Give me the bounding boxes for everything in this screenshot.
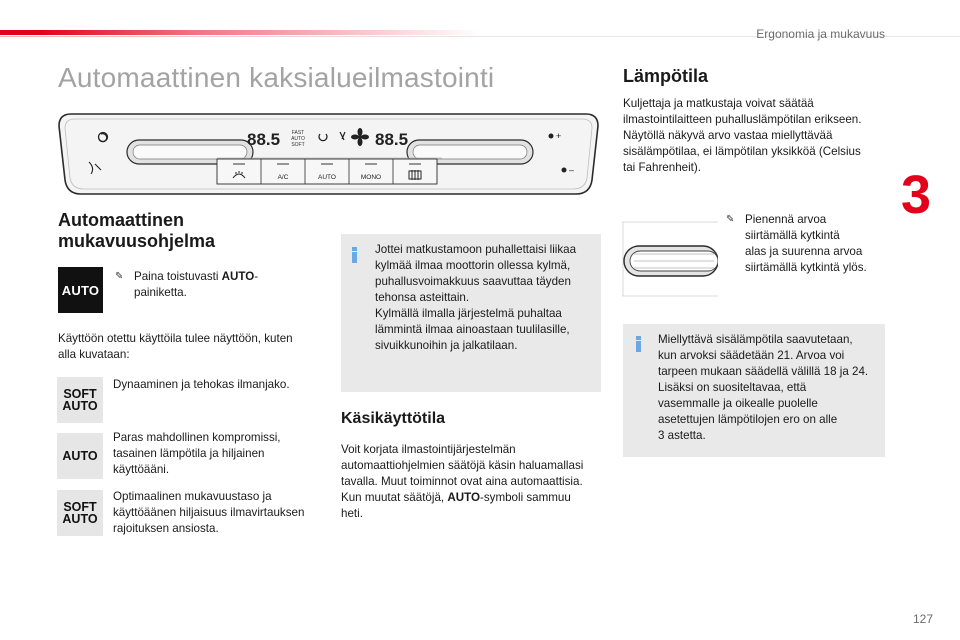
svg-text:88.5: 88.5 <box>375 130 409 149</box>
manual-heading: Käsikäyttötila <box>341 410 446 427</box>
header-accent-bar <box>0 30 480 35</box>
mode-description: Optimaalinen mukavuustaso ja käyttöäänen hiljaisuus ilmavirtauksen rajoituksen ansiosta. <box>113 490 305 535</box>
right-temp-display <box>375 130 408 149</box>
automatic-heading-line1: Automaattinen <box>58 210 184 230</box>
info-icon <box>634 336 644 352</box>
temperature-instruction: Pienennä arvoa siirtämällä kytkintä alas ja suurenna arvoa siirtämällä kytkintä ylös. <box>745 213 867 274</box>
svg-text:+: + <box>556 131 562 141</box>
chapter-number: 3 <box>901 165 932 225</box>
section-header: Ergonomia ja mukavuus <box>756 27 885 41</box>
auto-mode-icon: AUTO <box>57 433 103 479</box>
svg-text:–: – <box>569 165 575 175</box>
manual-text: Voit korjata ilmastointijärjestelmän automaattiohjelmien säätöjä käsin haluamallasi tavalla. Muut toiminnot ovat aina automaattisia. Kun muutat säätöjä, AUTO-symboli sammuu heti. <box>341 443 584 520</box>
bullet-marker: ✎ <box>726 214 735 225</box>
soft-auto-icon: SOFT AUTO <box>57 377 103 423</box>
bullet-marker: ✎ <box>115 271 124 282</box>
automatic-heading-line2: mukavuusohjelma <box>58 231 216 251</box>
mode-description: Dynaaminen ja tehokas ilmanjako. <box>113 378 290 391</box>
svg-text:FAST: FAST <box>291 130 305 136</box>
svg-text:88.5: 88.5 <box>247 130 281 149</box>
info-text: Miellyttävä sisälämpötila saavutetaan, kun arvoksi säädetään 21. Arvoa voi tarpeen mukaan säädellä välillä 18 ja 24. Lisäksi on suositeltavaa, että vasemmalle ja oikealle puolelle asetettujen lämpötilojen ero on alle 3 astetta. <box>658 333 869 442</box>
page-number: 127 <box>913 612 934 626</box>
temperature-text: Kuljettaja ja matkustaja voivat säätää ilmastointilaitteen puhalluslämpötilan erikseen. Näytöllä näkyvä arvo vastaa miellyttävää sisälämpötilaa, ei lämpötilan yksikköä (Celsius tai Fahrenheit). <box>623 97 862 174</box>
page-title: Automaattinen kaksialueilmastointi <box>58 62 495 93</box>
ac-button-label: A/C <box>277 174 289 181</box>
svg-text:AUTO: AUTO <box>291 136 305 142</box>
temperature-heading: Lämpötila <box>623 66 709 86</box>
press-auto-instruction: Paina toistuvasti AUTO- painiketta. <box>134 270 259 299</box>
info-box-comfort-temperature <box>623 324 885 457</box>
info-text: Jottei matkustamoon puhallettaisi liikaa kylmää ilmaa moottorin ollessa kylmä, puhallusvoimakkuus saavuttaa täyden tehonsa asteittain. Kylmällä ilmalla järjestelmä puhaltaa lämmintä ilmaa ainoastaan tuulilasille, sivuikkunoihin ja jalkatilaan. <box>375 243 577 352</box>
info-box-cold-engine <box>341 234 601 392</box>
auto-button-icon: AUTO <box>58 267 103 313</box>
soft-auto-icon: SOFT AUTO <box>57 490 103 536</box>
mono-button-label: MONO <box>360 174 382 181</box>
temperature-control-illustration <box>622 214 718 298</box>
info-icon <box>350 247 360 263</box>
svg-text:SOFT: SOFT <box>291 142 305 148</box>
left-temp-display <box>247 130 280 149</box>
climate-control-panel <box>57 112 600 196</box>
modes-intro: Käyttöön otettu käyttöila tulee näyttöön, kuten alla kuvataan: <box>58 332 293 361</box>
mode-description: Paras mahdollinen kompromissi, tasainen lämpötila ja hiljainen käyttöääni. <box>113 431 281 476</box>
auto-button-label: AUTO <box>318 174 336 181</box>
